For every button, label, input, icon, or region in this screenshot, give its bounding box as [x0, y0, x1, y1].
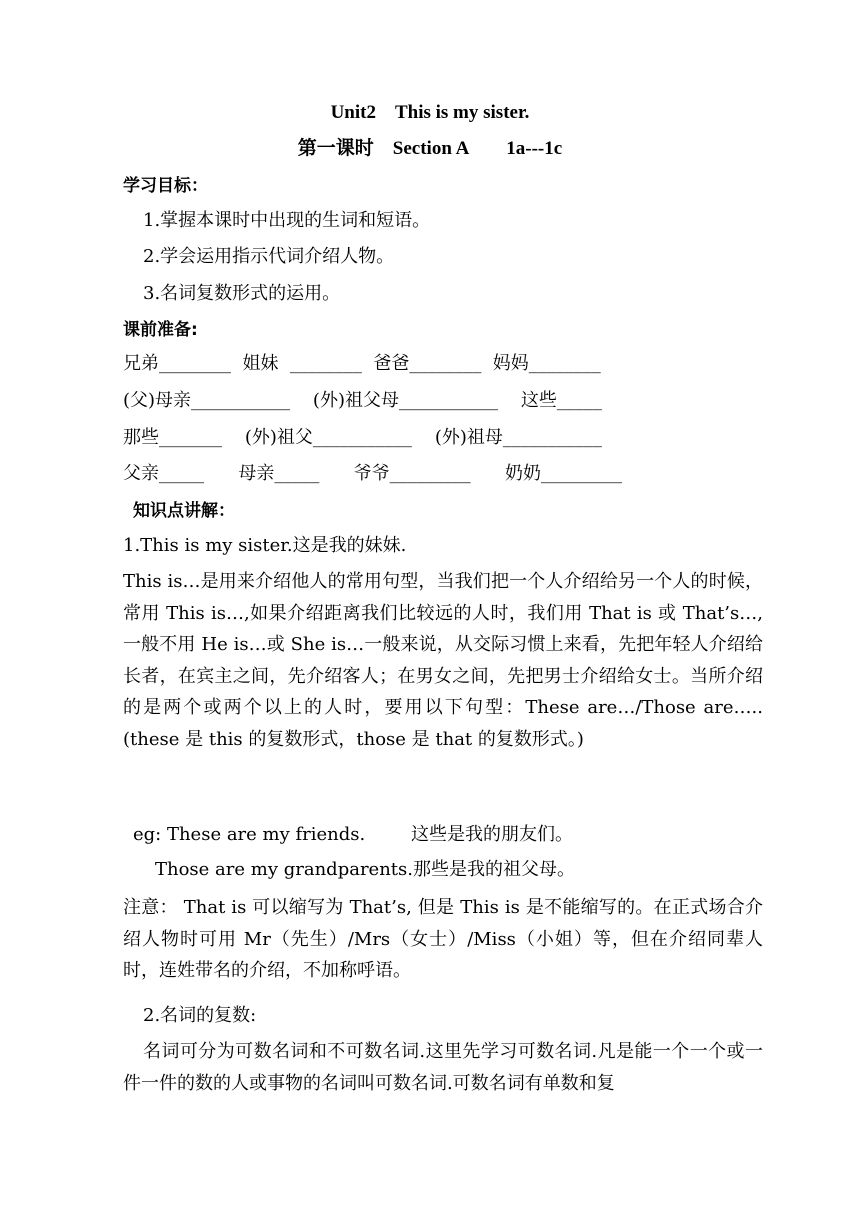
point1-title: 1.This is my sister.这是我的妹妹.: [123, 535, 407, 556]
goals-heading: 学习目标：: [123, 176, 208, 196]
knowledge-heading: 知识点讲解：: [133, 501, 235, 521]
prep-row-2: (父)母亲___________ (外)祖父母___________ 这些_____: [123, 390, 602, 411]
document-subtitle: 第一课时 Section A 1a---1c: [297, 138, 563, 159]
prep-row-3: 那些_______ (外)祖父___________ (外)祖母___________: [123, 427, 602, 448]
point2-title: 2.名词的复数:: [143, 1005, 257, 1026]
goal-item-2: 2.学会运用指示代词介绍人物。: [143, 246, 395, 267]
point1-body: This is…是用来介绍他人的常用句型，当我们把一个人介绍给另一个人的时候，常用 This is…,如果介绍距离我们比较远的人时，我们用 That is 或 That’s…,一般不用 He is…或 She is…一般来说，从交际习惯上来看，先把年轻人介绍给长者，在宾主之间，先介绍客人；在男女之间，先把男士介绍给女士。当所介绍的是两个或两个以上的人时，要用以下句型：These are…/Those are…..(these 是 this 的复数形式，those 是 that 的复数形式。): [123, 571, 763, 750]
note-paragraph: 注意： That is 可以缩写为 That’s, 但是 This is 是不能缩写的。在正式场合介绍人物时可用 Mr（先生）/Mrs（女士）/Miss（小姐）等，但在介绍同辈人时，连姓带名的介绍，不加称呼语。: [123, 897, 763, 981]
goal-item-1: 1.掌握本课时中出现的生词和短语。: [143, 210, 431, 231]
prep-heading: 课前准备:: [123, 320, 198, 340]
example-2: Those are my grandparents.那些是我的祖父母。: [155, 859, 575, 880]
example-1: eg: These are my friends. 这些是我的朋友们。: [133, 824, 574, 845]
prep-row-4: 父亲_____ 母亲_____ 爷爷_________ 奶奶_________: [123, 463, 622, 484]
document-title: Unit2 This is my sister.: [330, 102, 530, 123]
prep-row-1: 兄弟________ 姐妹 ________ 爸爸________ 妈妈________: [123, 353, 601, 374]
goal-item-3: 3.名词复数形式的运用。: [143, 283, 341, 304]
point2-body: 名词可分为可数名词和不可数名词.这里先学习可数名词.凡是能一个一个或一件一件的数的人或事物的名词叫可数名词.可数名词有单数和复: [123, 1041, 763, 1094]
